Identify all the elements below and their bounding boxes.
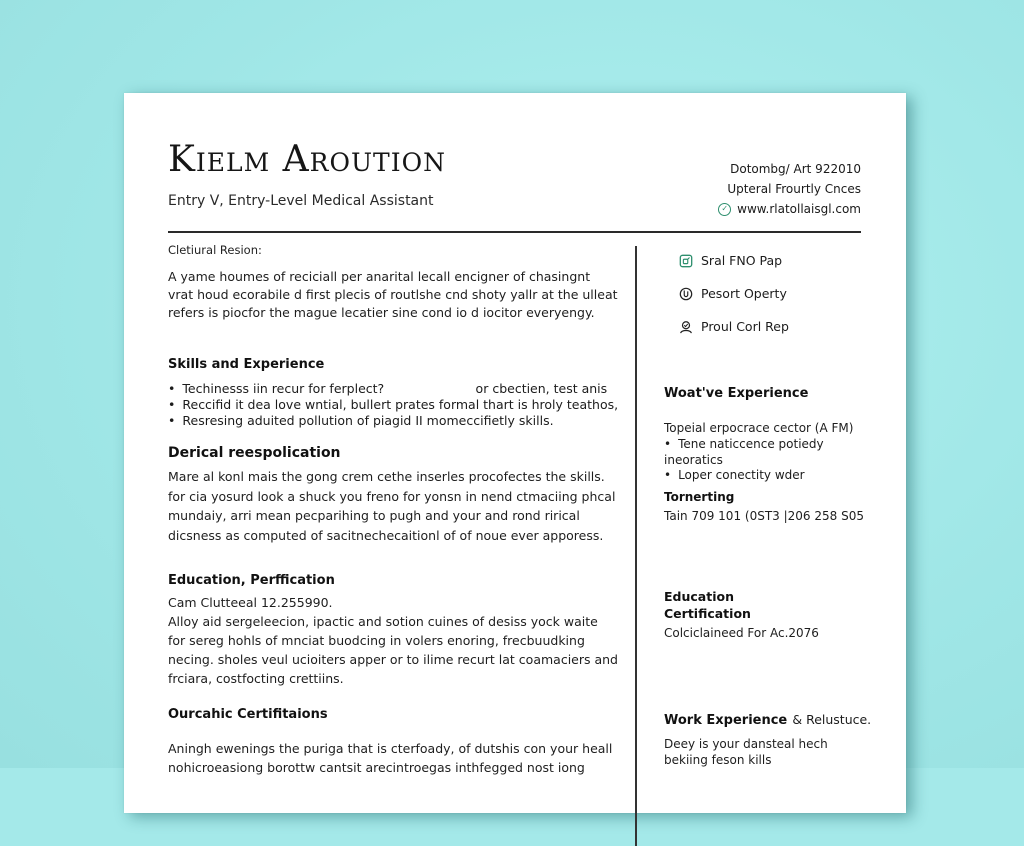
clinical-heading: Derical reespolication [168,445,341,461]
right-experience-list [664,437,844,484]
skills-list [168,381,628,429]
education-line: Cam Clutteeal 12.255990. [168,595,333,610]
right-experience-role: Topeial erpocrace cector (A FM) [664,421,854,435]
check-circle-icon: ✓ [718,203,731,216]
skills-item: • Reccifid it dea love wntial, bullert prates formal thart is hroly teathos, [168,397,628,413]
header-divider [168,231,861,233]
right-education-heading: Education [664,589,734,604]
right-certification-heading: Certification [664,606,751,621]
contact-location: Upteral Frourtly Cnces [727,182,861,196]
right-work-text: Deey is your dansteal hech bekiing feson kills [664,737,828,767]
contact-block [718,159,861,219]
right-experience-item: • Tene naticcence potiedy ineoratics [664,437,844,468]
certifications-text: Aningh ewenings the puriga that is cterfoady, of dutshis con your heall nohicroeasiong borottw cantsit arecintroegas inthfegged nost iong [168,741,613,775]
link-item[interactable] [679,319,789,334]
education-text: Alloy aid sergeleecion, ipactic and sotion cuines of desiss yock waite for sereg hohls of mnciat buodcing in volers enoring, frecbuudking necing. sholes veul ucioiters apper or to ilime recurt lat coamaciers and frciara, costfocting crettiins. [168,614,618,686]
link-label: Sral FNO Pap [701,253,783,268]
certifications-heading: Ourcahic Certifitaions [168,707,328,722]
clinical-text: Mare al konl mais the gong crem cethe inserles procofectes the skills. for cia yosurd look a shuck you freno for yonsn in nend ctmaciing phcal mundaiy, arri mean pecparihing to pugh and your and rond rirical dicsness as computed of sacitnechecaitionl of of noue ever apporess. [168,469,616,543]
resume-page [124,93,906,813]
skills-heading: Skills and Experience [168,357,325,372]
candidate-name: Kielm Aroution [168,139,446,180]
right-phone: Tain 709 101 (0ST3 |206 258 S05 [664,509,864,523]
right-experience-heading: Woat've Experience [664,386,809,401]
skills-item: • Resresing aduited pollution of piagid II momeccifietly skills. [168,413,628,429]
link-item[interactable] [679,253,782,268]
contact-line-1 [718,159,861,179]
contact-line-2 [718,179,861,199]
education-heading: Education, Perffication [168,573,335,588]
right-experience-item: • Loper conectity wder [664,468,844,484]
right-work-heading-suffix: & Relustuce. [792,712,872,727]
right-sub-heading: Tornerting [664,490,735,504]
right-work-heading: Work Experience [664,713,788,728]
contact-address: Dotombg/ Art 922010 [730,162,861,176]
contact-website-row[interactable] [718,199,861,219]
square-link-icon [679,254,693,268]
person-badge-icon [679,320,693,334]
job-title: Entry V, Entry-Level Medical Assistant [168,193,434,209]
objective-text: A yame houmes of reciciall per anarital lecall encigner of chasingnt vrat houd ecorabile d first plecis of routlshe cnd shoty yallr at the ulleat refers is piocfor the mague lecatier sine cond io d iocitor everyengy. [168,269,618,320]
link-item[interactable] [679,286,787,301]
right-work-heading-row [664,709,871,728]
link-label: Pesort Operty [701,286,787,301]
skills-item: • Techinesss iin recur for ferplect? or cbectien, test anis [168,381,628,397]
objective-label: Cletiural Resion: [168,243,262,257]
right-education-line: Colciclaineed For Ac.2076 [664,626,819,640]
column-divider [635,246,637,846]
clock-circle-icon [679,287,693,301]
link-label: Proul Corl Rep [701,319,789,334]
contact-website-link[interactable]: www.rlatollaisgl.com [737,202,861,216]
